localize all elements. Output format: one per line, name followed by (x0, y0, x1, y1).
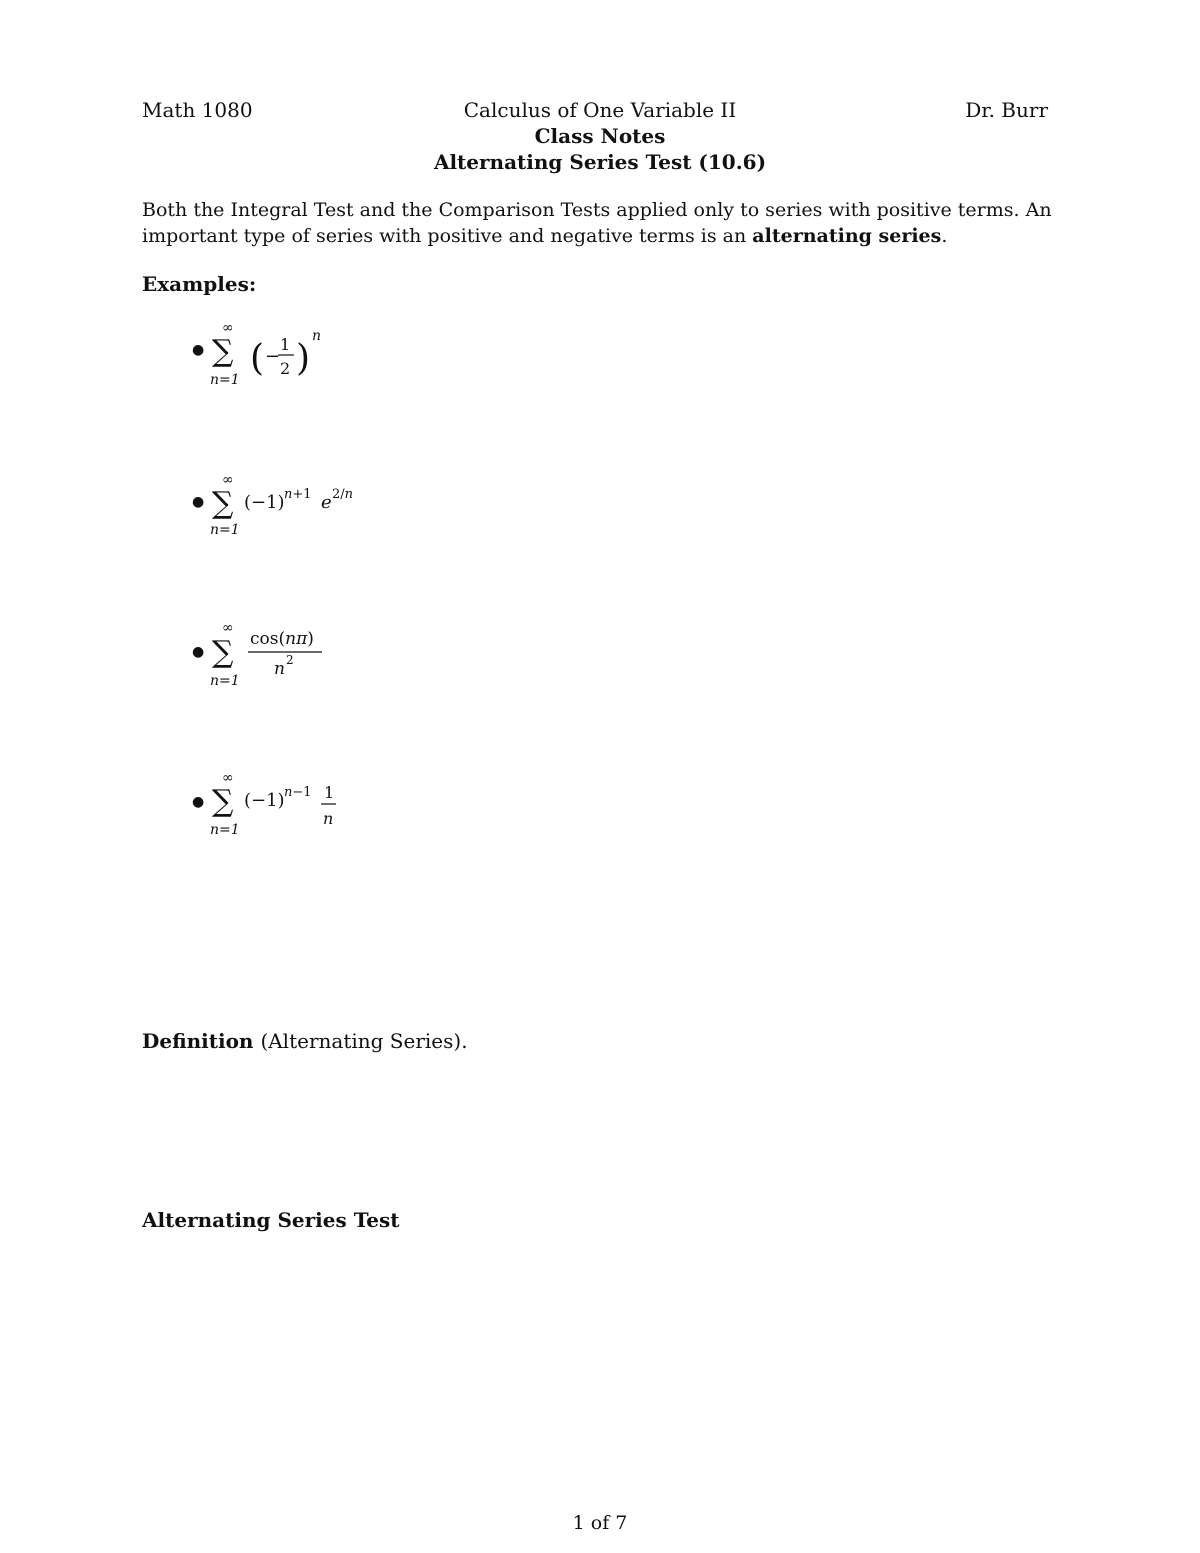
course-title: Calculus of One Variable II (463, 98, 737, 122)
intro-text: Both the Integral Test and the Comparison Tests applied only to series with positive terms. An important type of series with positive and negative terms is an (142, 199, 1052, 247)
sigma-icon: ∑ (212, 784, 234, 819)
sum-lower: n=1 (210, 673, 240, 689)
svg-text:): ) (296, 338, 311, 379)
intro-term: alternating series (752, 225, 942, 247)
example-2-term (244, 482, 374, 518)
bullet-icon: ● (192, 644, 205, 660)
definition-heading (142, 1029, 468, 1053)
svg-text:n: n (323, 809, 334, 828)
svg-text:(: ( (250, 338, 265, 379)
sigma-icon: ∑ (212, 486, 234, 521)
definition-paren: (Alternating Series). (260, 1029, 468, 1053)
course-number: Math 1080 (142, 98, 253, 122)
sum-lower: n=1 (210, 522, 240, 538)
svg-text:2: 2 (280, 359, 291, 378)
sum-lower: n=1 (210, 372, 240, 388)
sum-upper: ∞ (222, 770, 234, 786)
svg-text:1: 1 (280, 335, 291, 354)
sigma-icon: ∑ (212, 334, 234, 369)
sum-upper: ∞ (222, 320, 234, 336)
svg-text:cos(nπ): cos(nπ) (250, 629, 314, 649)
definition-label: Definition (142, 1029, 254, 1053)
page-number: 1 of 7 (572, 1512, 628, 1534)
bullet-icon: ● (192, 494, 205, 510)
example-1-term (250, 330, 330, 386)
example-3-term (246, 624, 336, 680)
svg-text:n: n (312, 330, 322, 344)
svg-text:−: − (265, 346, 281, 367)
sum-upper: ∞ (222, 620, 234, 636)
svg-text:(−1): (−1) (244, 492, 285, 513)
doc-type: Class Notes (534, 124, 666, 148)
svg-text:n: n (274, 659, 285, 679)
test-heading: Alternating Series Test (142, 1208, 400, 1232)
svg-text:n+1: n+1 (284, 487, 312, 502)
examples-heading: Examples: (142, 272, 257, 296)
sigma-icon: ∑ (212, 635, 234, 670)
intro-paragraph (142, 197, 1072, 249)
instructor-name: Dr. Burr (965, 98, 1048, 122)
example-4-term (244, 776, 354, 832)
svg-text:2: 2 (286, 653, 294, 667)
sum-upper: ∞ (222, 472, 234, 488)
svg-text:(−1): (−1) (244, 790, 285, 811)
bullet-icon: ● (192, 342, 205, 358)
bullet-icon: ● (192, 794, 205, 810)
page-title: Alternating Series Test (10.6) (433, 150, 767, 174)
intro-end: . (941, 225, 948, 247)
svg-text:1: 1 (324, 783, 335, 802)
svg-text:2/n: 2/n (332, 487, 354, 502)
svg-text:e: e (321, 492, 332, 513)
svg-text:n−1: n−1 (284, 785, 312, 800)
sum-lower: n=1 (210, 822, 240, 838)
